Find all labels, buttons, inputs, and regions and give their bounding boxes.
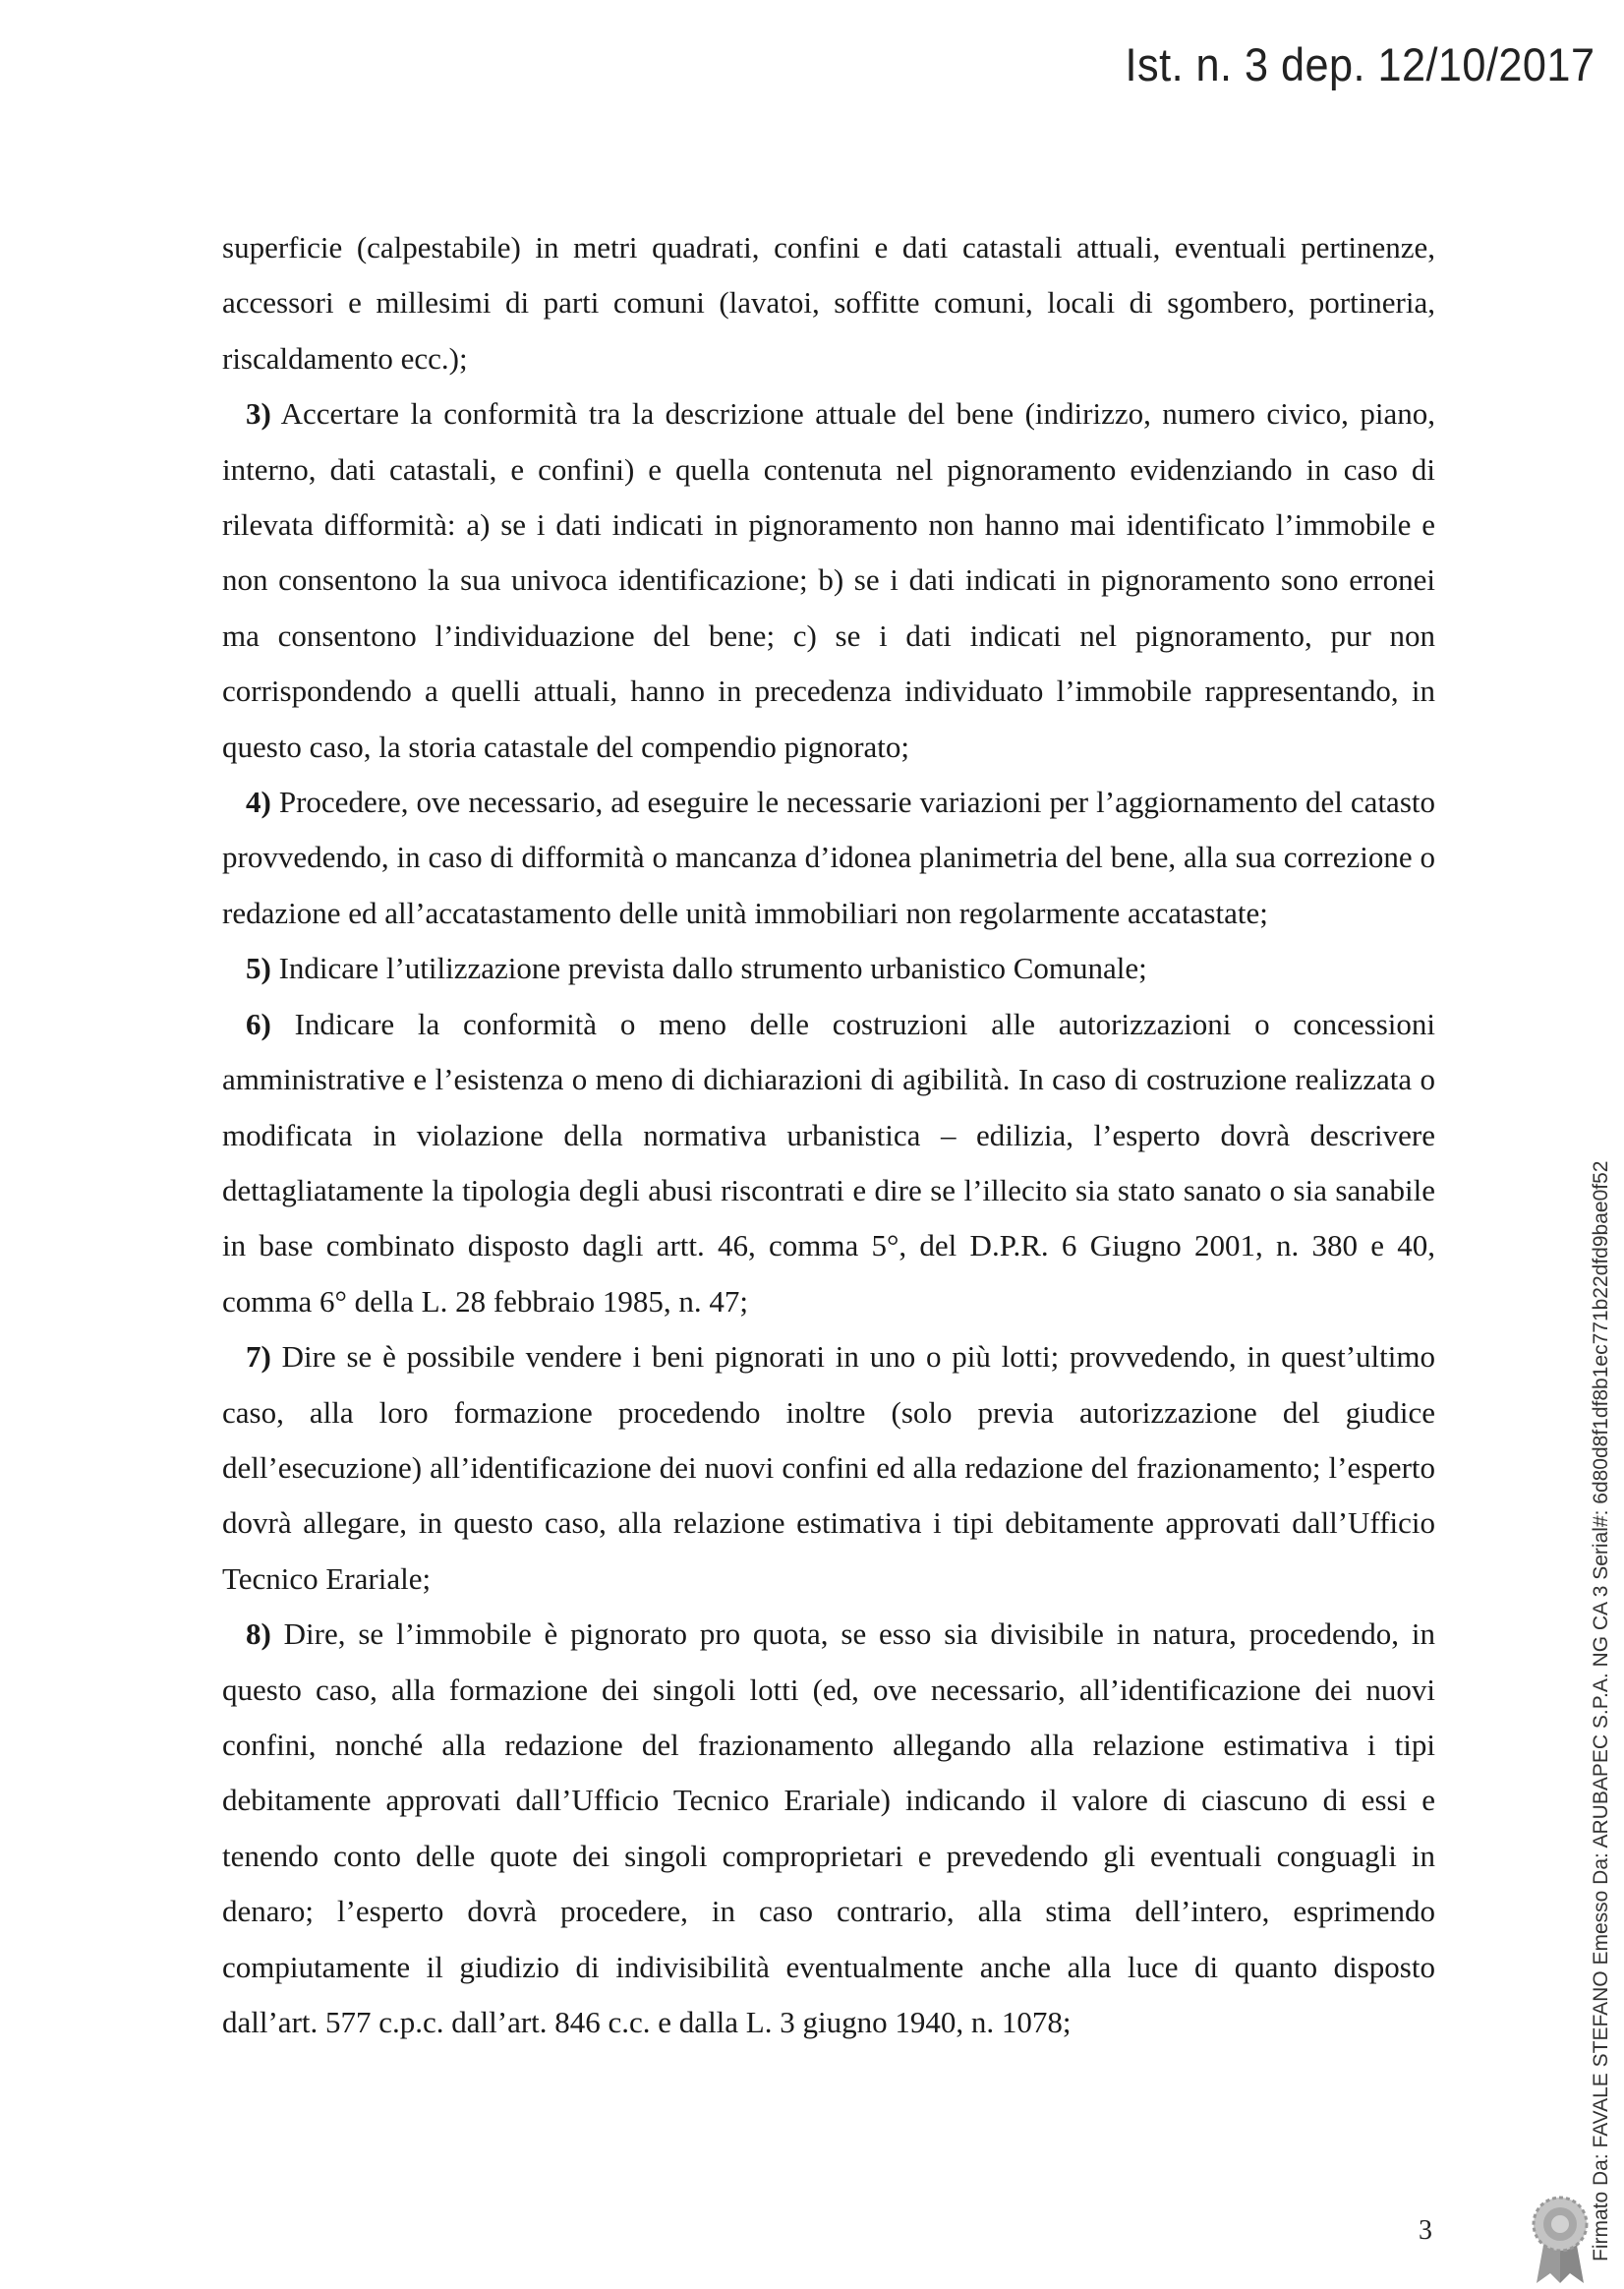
- item-text: Dire, se l’immobile è pignorato pro quota, se esso sia divisibile in natura, procedendo, in questo caso, alla formazione dei singoli lotti (ed, ove necessario, all’identificazione dei nuovi confini, nonché alla redazione del frazionamento allegando alla relazione estimativa i tipi debitamente approvati dall’Ufficio Tecnico Erariale) indicando il valore di ciascuno di essi e tenendo conto delle quote dei singoli comproprietari e prevedendo gli eventuali conguagli in denaro; l’esperto dovrà procedere, in caso contrario, alla stima dell’intero, esprimendo compiutamente il giudizio di indivisibilità eventualmente anche alla luce di quanto disposto dall’art. 577 c.p.c. dall’art. 846 c.c. e dalla L. 3 giugno 1940, n. 1078;: [222, 1616, 1435, 2039]
- item-text: Indicare l’utilizzazione prevista dallo strumento urbanistico Comunale;: [278, 951, 1147, 986]
- item-number: 3): [246, 396, 271, 432]
- ribbon-seal-icon: [1529, 2195, 1592, 2285]
- list-item: [222, 941, 1435, 996]
- document-body: [222, 220, 1435, 2050]
- item-number: 5): [246, 951, 271, 986]
- list-item: [222, 1607, 1435, 2050]
- item-text: Indicare la conformità o meno delle costruzioni alle autorizzazioni o concessioni amministrative e l’esistenza o meno di dichiarazioni di agibilità. In caso di costruzione realizzata o modificata in violazione della normativa urbanistica – edilizia, l’esperto dovrà descrivere dettagliatamente la tipologia degli abusi riscontrati e dire se l’illecito sia stato sanato o sia sanabile in base combinato disposto dagli artt. 46, comma 5°, del D.P.R. 6 Giugno 2001, n. 380 e 40, comma 6° della L. 28 febbraio 1985, n. 47;: [222, 1006, 1435, 1319]
- page-number: 3: [1419, 2215, 1432, 2246]
- deposit-stamp: Ist. n. 3 dep. 12/10/2017: [1125, 38, 1595, 90]
- list-item: [222, 386, 1435, 775]
- item-number: 8): [246, 1616, 271, 1652]
- list-item: [222, 997, 1435, 1329]
- item-number: 7): [246, 1339, 271, 1375]
- item-number: 4): [246, 785, 271, 820]
- list-item: [222, 775, 1435, 941]
- item-text: Dire se è possibile vendere i beni pignorati in uno o più lotti; provvedendo, in quest’ultimo caso, alla loro formazione procedendo inoltre (solo previa autorizzazione del giudice dell’esecuzione) all’identificazione dei nuovi confini ed alla redazione del frazionamento; l’esperto dovrà allegare, in questo caso, alla relazione estimativa i tipi debitamente approvati dall’Ufficio Tecnico Erariale;: [222, 1339, 1436, 1596]
- item-text: Procedere, ove necessario, ad eseguire le necessarie variazioni per l’aggiornamento del catasto provvedendo, in caso di difformità o mancanza d’idonea planimetria del bene, alla sua correzione o redazione ed all’accatastamento delle unità immobiliari non regolarmente accatastate;: [222, 785, 1435, 930]
- digital-signature-line: Firmato Da: FAVALE STEFANO Emesso Da: ARUBAPEC S.P.A. NG CA 3 Serial#: 6d80d8f1df8b1ec771b22dfd9bae0f52: [1590, 1160, 1612, 2261]
- intro-paragraph: superficie (calpestabile) in metri quadrati, confini e dati catastali attuali, eventuali pertinenze, accessori e millesimi di parti comuni (lavatoi, soffitte comuni, locali di sgombero, portineria, riscaldamento ecc.);: [222, 230, 1435, 376]
- list-item: [222, 1329, 1435, 1607]
- item-number: 6): [246, 1006, 271, 1041]
- item-text: Accertare la conformità tra la descrizione attuale del bene (indirizzo, numero civico, piano, interno, dati catastali, e confini) e quella contenuta nel pignoramento evidenziando in caso di rilevata difformità: a) se i dati indicati in pignoramento non hanno mai identificato l’immobile e non consentono la sua univoca identificazione; b) se i dati indicati in pignoramento sono erronei ma consentono l’individuazione del bene; c) se i dati indicati nel pignoramento, pur non corrispondendo a quelli attuali, hanno in precedenza individuato l’immobile rappresentando, in questo caso, la storia catastale del compendio pignorato;: [222, 396, 1435, 764]
